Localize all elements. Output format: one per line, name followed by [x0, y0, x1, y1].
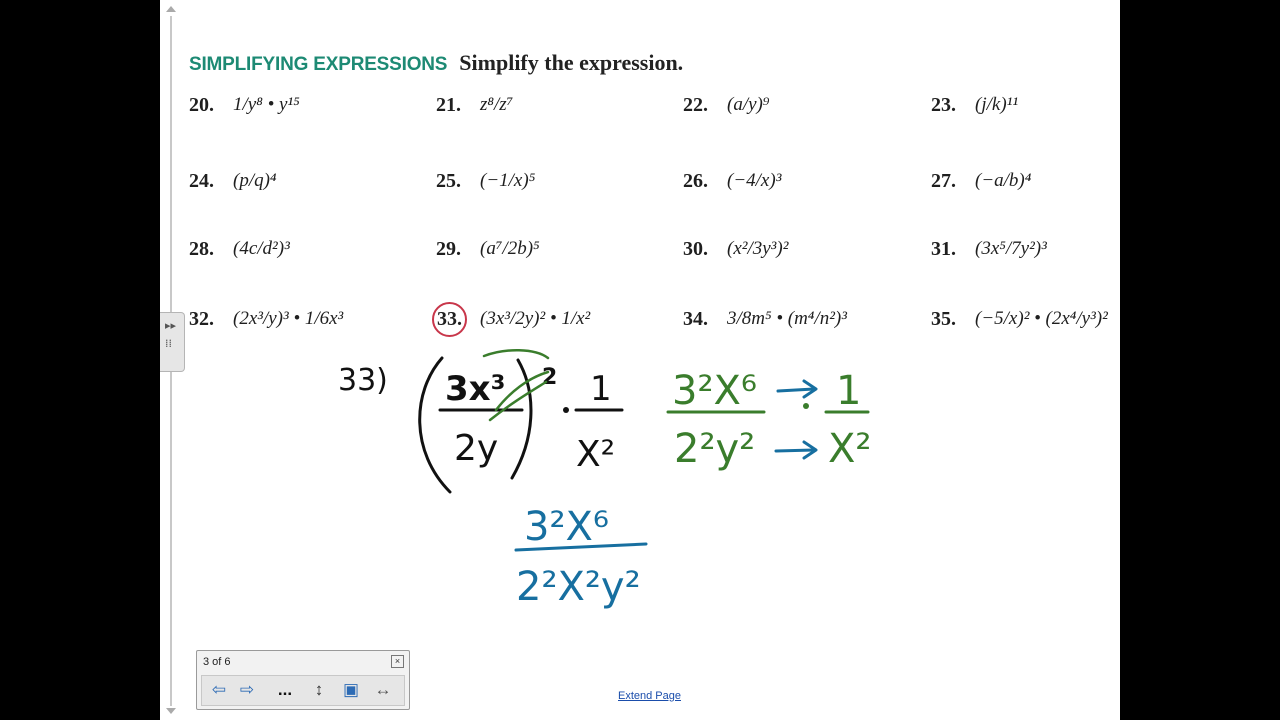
- page-navigator-toolbar: [196, 650, 410, 710]
- problem-number: 33.: [432, 302, 467, 337]
- problem-expression: (4c/d²)³: [233, 238, 290, 259]
- problem-number: 22.: [683, 94, 708, 116]
- problem-number: 32.: [189, 308, 214, 330]
- forward-arrow-icon[interactable]: ⇨: [239, 680, 255, 699]
- hw-problem-exponent: 2: [542, 365, 558, 390]
- problem-number: 29.: [436, 238, 461, 260]
- fit-height-icon[interactable]: ↕: [314, 680, 324, 699]
- page-indicator: 3 of 6: [203, 656, 231, 668]
- back-arrow-icon[interactable]: ⇦: [211, 680, 227, 699]
- problem-number: 25.: [436, 170, 461, 192]
- problem-expression: (2x³/y)³ • 1/6x³: [233, 308, 344, 329]
- problem-expression: (j/k)¹¹: [975, 94, 1019, 115]
- problem-number: 21.: [436, 94, 461, 116]
- problem-number: 23.: [931, 94, 956, 116]
- hw-problem-denominator: 2y: [454, 428, 499, 469]
- hw-right-paren: [512, 360, 531, 478]
- hw-step2-numerator: 3²X⁶: [672, 368, 757, 414]
- close-icon[interactable]: ×: [391, 655, 404, 668]
- problem-number: 20.: [189, 94, 214, 116]
- problem-expression: 1/y⁸ • y¹⁵: [233, 94, 300, 115]
- problem-expression: (3x³/2y)² • 1/x²: [480, 308, 591, 329]
- problem-number: 31.: [931, 238, 956, 260]
- hw-step3-denominator: 2²X²y²: [516, 564, 641, 610]
- problem-number: 28.: [189, 238, 214, 260]
- problem-expression: (−5/x)² • (2x⁴/y³)²: [975, 308, 1108, 329]
- toolbar-buttons: [201, 675, 405, 706]
- hw-label: 33): [338, 363, 388, 398]
- expand-chevron-icon: ▸▸: [165, 319, 177, 332]
- problem-expression: (a⁷/2b)⁵: [480, 238, 540, 259]
- hw-dot: [563, 407, 569, 413]
- hw-step3-numerator: 3²X⁶: [524, 504, 609, 550]
- hw-dot-green: [803, 403, 809, 409]
- problem-number: 34.: [683, 308, 708, 330]
- problem-expression: (p/q)⁴: [233, 170, 277, 191]
- hw-problem-numerator: 3x³: [445, 369, 506, 409]
- problem-expression: (−1/x)⁵: [480, 170, 536, 191]
- problem-number: 35.: [931, 308, 956, 330]
- problem-number: 26.: [683, 170, 708, 192]
- hw-step2-right-numerator: 1: [836, 368, 862, 414]
- instruction-text: Simplify the expression.: [459, 50, 684, 75]
- problem-expression: (−a/b)⁴: [975, 170, 1032, 191]
- hw-arrow-top-icon: [778, 381, 816, 397]
- hw-arrow-bottom-icon: [776, 442, 816, 458]
- more-icon[interactable]: ...: [277, 680, 293, 699]
- section-title: SIMPLIFYING EXPRESSIONS: [189, 54, 448, 75]
- problem-expression: z⁸/z⁷: [480, 94, 514, 115]
- problem-number: 24.: [189, 170, 214, 192]
- problem-number: 30.: [683, 238, 708, 260]
- problem-expression: (x²/3y³)²: [727, 238, 789, 259]
- hw-times-denominator: X²: [576, 434, 616, 475]
- problem-expression: 3/8m⁵ • (m⁴/n²)³: [727, 308, 847, 329]
- hw-arc-1: [484, 350, 548, 358]
- hw-step2-right-denominator: X²: [828, 426, 872, 472]
- problem-expression: (−4/x)³: [727, 170, 782, 191]
- grip-icon: ⁞⁞: [165, 337, 172, 350]
- extend-page-link[interactable]: Extend Page: [618, 690, 681, 702]
- problem-expression: (3x⁵/7y²)³: [975, 238, 1047, 259]
- fit-width-icon[interactable]: ↔: [374, 680, 392, 699]
- display-icon[interactable]: ▣: [342, 680, 360, 699]
- problem-number: 27.: [931, 170, 956, 192]
- problem-expression: (a/y)⁹: [727, 94, 770, 115]
- hw-times-numerator: 1: [590, 369, 612, 409]
- hw-step2-denominator: 2²y²: [674, 426, 756, 472]
